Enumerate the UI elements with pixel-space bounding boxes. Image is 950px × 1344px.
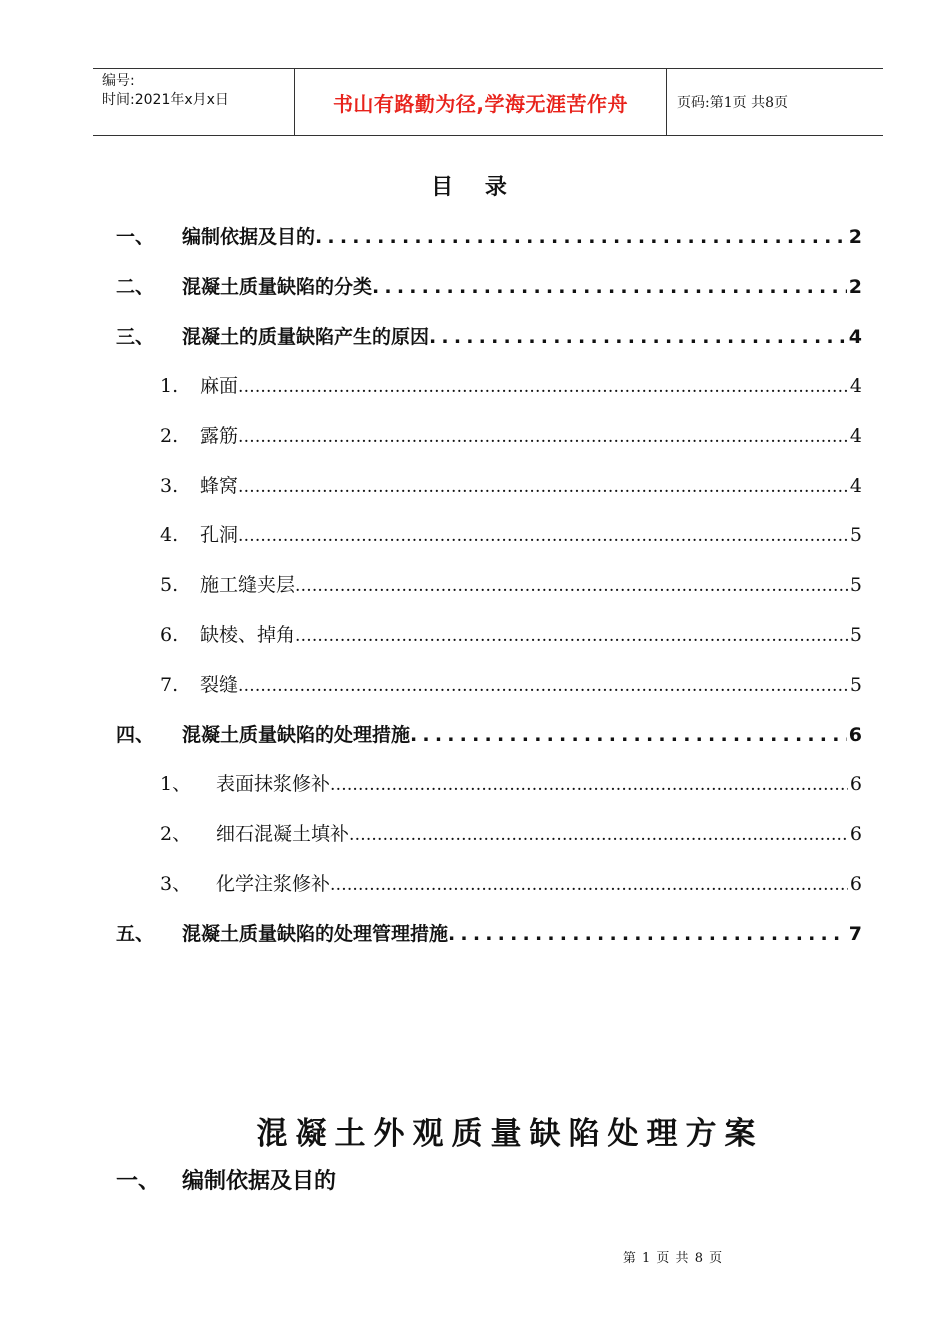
toc-leader [295, 574, 848, 596]
header-left-cell [93, 69, 294, 135]
toc-entry-number: 7. [160, 674, 179, 696]
toc-entry-text: 蜂窝 [200, 475, 239, 497]
toc-entry-page: 7 [848, 923, 862, 945]
toc-entry-page: 6 [849, 873, 862, 895]
toc-entry-number: 2. [160, 425, 179, 447]
document-time-label: 时间:2021年x月x日 [102, 92, 229, 108]
toc-entry-text: 混凝土的质量缺陷产生的原因 [182, 326, 430, 348]
toc-entry[interactable] [116, 520, 862, 547]
toc-leader [238, 375, 848, 397]
toc-leader [372, 276, 847, 298]
toc-entry-text: 麻面 [200, 375, 239, 397]
toc-entry-text: 混凝土质量缺陷的处理管理措施 [182, 923, 449, 945]
toc-entry[interactable] [116, 322, 862, 349]
toc-entry-text: 裂缝 [200, 674, 239, 696]
toc-leader [238, 674, 848, 696]
toc-entry-page: 2 [848, 226, 862, 248]
toc-entry-number: 1、 [160, 773, 192, 795]
toc-leader [349, 823, 848, 845]
toc-entry-page: 4 [849, 475, 862, 497]
toc-entry-number: 3、 [160, 873, 192, 895]
toc-entry-page: 5 [849, 624, 862, 646]
toc-entry-page: 4 [849, 375, 862, 397]
toc-leader [238, 524, 848, 546]
toc-entry[interactable] [116, 471, 862, 498]
toc-entry[interactable] [116, 421, 862, 448]
toc-entry[interactable] [116, 720, 862, 747]
page-footer: 第 1 页 共 8 页 [622, 1251, 724, 1266]
toc-title: 目 录 [431, 175, 519, 200]
toc-entry-number: 四、 [116, 724, 155, 746]
toc-entry-page: 5 [849, 574, 862, 596]
toc-entry-text: 混凝土质量缺陷的处理措施 [182, 724, 411, 746]
toc-entry-text: 露筋 [200, 425, 239, 447]
toc-entry[interactable] [116, 919, 862, 946]
toc-entry[interactable] [116, 769, 862, 796]
toc-entry-text: 孔洞 [200, 524, 239, 546]
toc-entry-number: 五、 [116, 923, 155, 945]
toc-entry[interactable] [116, 869, 862, 896]
toc-leader [330, 773, 848, 795]
toc-entry-number: 4. [160, 524, 179, 546]
toc-entry-number: 一、 [116, 226, 155, 248]
header-motto: 书山有路勤为径,学海无涯苦作舟 [294, 69, 667, 135]
section-title: 编制依据及目的 [182, 1169, 337, 1194]
section-heading [116, 1164, 336, 1195]
toc-entry-text: 细石混凝土填补 [216, 823, 350, 845]
toc-entry-page: 6 [849, 773, 862, 795]
toc-entry-page: 4 [849, 425, 862, 447]
toc-entry[interactable] [116, 570, 862, 597]
toc-entry-number: 6. [160, 624, 179, 646]
section-number: 一、 [116, 1169, 161, 1194]
toc-leader [330, 873, 848, 895]
toc-leader [238, 475, 848, 497]
header-page-info: 页码:第1页 共8页 [677, 95, 788, 111]
toc-entry-text: 缺棱、掉角 [200, 624, 296, 646]
toc-entry-page: 6 [848, 724, 862, 746]
toc-entry-number: 3. [160, 475, 179, 497]
toc-entry[interactable] [116, 222, 862, 249]
toc-entry-text: 施工缝夹层 [200, 574, 296, 596]
toc-leader [410, 724, 847, 746]
toc-entry[interactable] [116, 371, 862, 398]
toc-leader [448, 923, 847, 945]
toc-entry-number: 5. [160, 574, 179, 596]
toc-leader [315, 226, 847, 248]
document-title: 混凝土外观质量缺陷处理方案 [256, 1116, 764, 1152]
toc-entry-number: 1. [160, 375, 179, 397]
toc-entry-text: 混凝土质量缺陷的分类 [182, 276, 373, 298]
document-number-label: 编号: [102, 73, 135, 89]
toc-leader [295, 624, 848, 646]
page-header [93, 68, 883, 136]
toc-entry-page: 6 [849, 823, 862, 845]
toc-entry-page: 5 [849, 674, 862, 696]
toc-entry-number: 二、 [116, 276, 155, 298]
toc-entry[interactable] [116, 670, 862, 697]
toc-entry-number: 三、 [116, 326, 155, 348]
toc-entry-text: 化学注浆修补 [216, 873, 331, 895]
toc-entry-text: 编制依据及目的 [182, 226, 316, 248]
toc-entry-page: 4 [848, 326, 862, 348]
toc-entry-number: 2、 [160, 823, 192, 845]
toc-entry-page: 2 [848, 276, 862, 298]
toc-entry-page: 5 [849, 524, 862, 546]
toc-entry-text: 表面抹浆修补 [216, 773, 331, 795]
toc-leader [238, 425, 848, 447]
toc-entry[interactable] [116, 272, 862, 299]
toc-leader [429, 326, 847, 348]
toc-entry[interactable] [116, 819, 862, 846]
toc-entry[interactable] [116, 620, 862, 647]
